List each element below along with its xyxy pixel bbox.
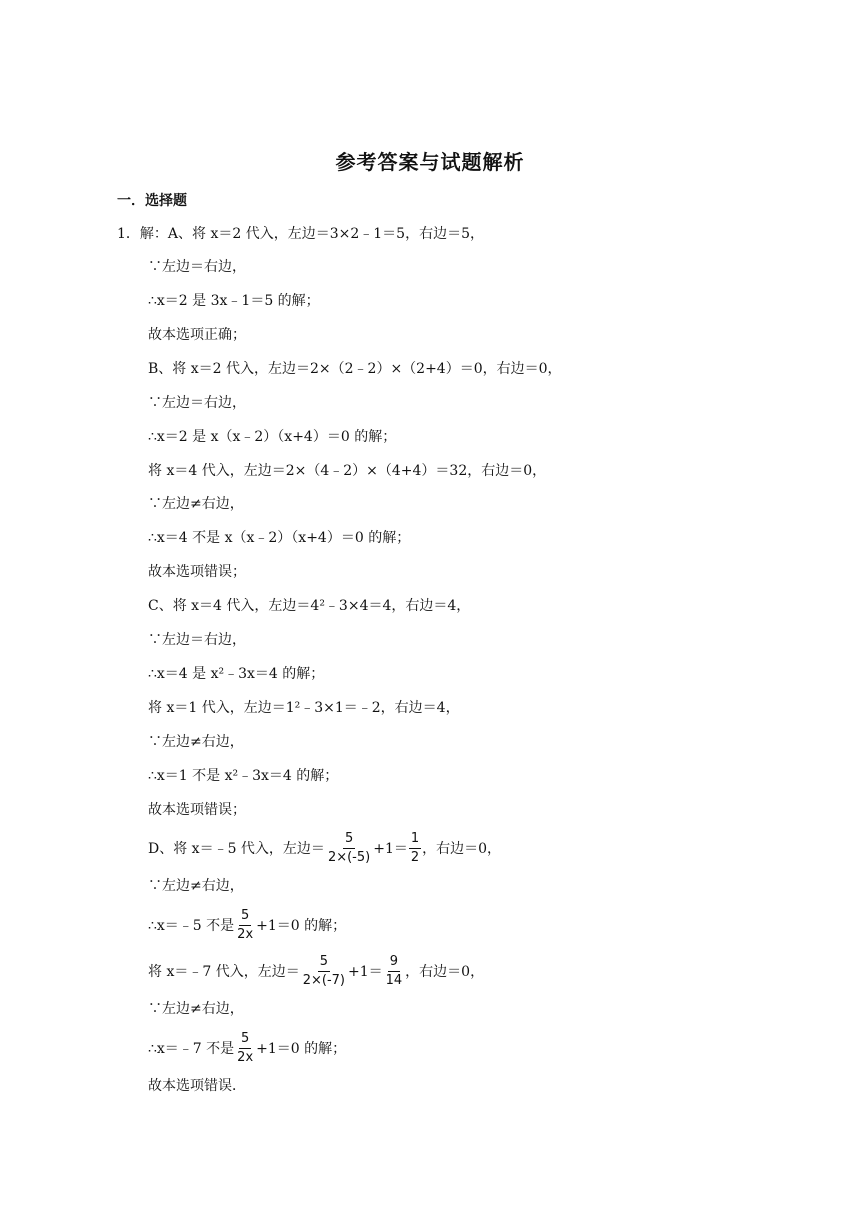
- fraction-numerator: 5: [239, 1031, 251, 1049]
- right-side-text: ，右边＝0，: [405, 964, 485, 980]
- plus-one-equals: +1＝: [373, 841, 408, 857]
- conclusion-prefix: ∴x＝﹣5 不是: [148, 918, 235, 934]
- solution-line: ∴x＝4 不是 x（x﹣2）（x+4）＝0 的解；: [148, 530, 411, 546]
- fraction-1-over-2: [409, 831, 421, 866]
- solution-line: 1．解：A、将 x＝2 代入，左边＝3×2﹣1＝5，右边＝5，: [117, 226, 484, 242]
- fraction-denominator: 2: [410, 849, 420, 865]
- solution-line: ∵左边＝右边，: [148, 632, 246, 648]
- conclusion-prefix: ∴x＝﹣7 不是: [148, 1041, 235, 1057]
- fraction-numerator: 5: [239, 908, 251, 926]
- plus-one-equals: +1＝: [347, 964, 383, 980]
- fraction-5-over-2x: [235, 1031, 255, 1066]
- solution-line: ∵左边≠右边，: [148, 1001, 244, 1017]
- solution-line: 将 x＝1 代入，左边＝1²﹣3×1＝﹣2，右边＝4，: [148, 700, 460, 716]
- fraction-5-over-2x-neg5: [326, 831, 372, 866]
- option-d-conclusion-1: [148, 903, 346, 947]
- solution-line: ∵左边≠右边，: [148, 734, 244, 750]
- solution-line: ∵左边≠右边，: [148, 878, 244, 894]
- option-d-conclusion-2: [148, 1026, 346, 1070]
- fraction-denominator: 2×(-7): [302, 972, 345, 988]
- conclusion-suffix: +1＝0 的解；: [256, 918, 347, 934]
- fraction-numerator: 5: [343, 831, 355, 849]
- substitute-prefix: 将 x＝﹣7 代入，左边＝: [148, 964, 300, 980]
- page-title: 参考答案与试题解析: [335, 150, 525, 174]
- solution-line: 故本选项正确；: [148, 327, 246, 343]
- solution-line: B、将 x＝2 代入，左边＝2×（2﹣2）×（2+4）＝0，右边＝0，: [148, 361, 562, 377]
- option-d-prefix: D、将 x＝﹣5 代入，左边＝: [148, 841, 325, 857]
- solution-line: ∴x＝4 是 x²﹣3x＝4 的解；: [148, 666, 325, 682]
- fraction-denominator: 14: [385, 972, 403, 988]
- solution-line: ∴x＝2 是 3x﹣1＝5 的解；: [148, 293, 320, 309]
- solution-line: C、将 x＝4 代入，左边＝4²﹣3×4＝4，右边＝4，: [148, 598, 471, 614]
- fraction-denominator: 2×(-5): [327, 849, 371, 865]
- solution-line: ∴x＝2 是 x（x﹣2）（x+4）＝0 的解；: [148, 429, 397, 445]
- solution-line: ∵左边＝右边，: [148, 259, 246, 275]
- fraction-5-over-2x-neg7: [301, 954, 347, 989]
- right-side-text: ，右边＝0，: [422, 841, 502, 857]
- solution-line: ∴x＝1 不是 x²﹣3x＝4 的解；: [148, 768, 339, 784]
- option-d-line: [148, 826, 501, 870]
- fraction-denominator: 2x: [237, 926, 254, 942]
- fraction-numerator: 1: [409, 831, 421, 849]
- conclusion-suffix: +1＝0 的解；: [256, 1041, 347, 1057]
- solution-line: 故本选项错误；: [148, 564, 246, 580]
- solution-line: 故本选项错误．: [148, 1078, 246, 1094]
- solution-line: ∵左边≠右边，: [148, 496, 244, 512]
- fraction-9-over-14: [384, 954, 405, 989]
- solution-line: 将 x＝4 代入，左边＝2×（4﹣2）×（4+4）＝32，右边＝0，: [148, 463, 547, 479]
- fraction-5-over-2x: [235, 908, 255, 943]
- option-d-line-2: [148, 949, 484, 993]
- fraction-numerator: 9: [388, 954, 400, 972]
- solution-line: ∵左边＝右边，: [148, 395, 246, 411]
- fraction-numerator: 5: [318, 954, 330, 972]
- fraction-denominator: 2x: [237, 1049, 254, 1065]
- section-heading: 一．选择题: [117, 193, 187, 209]
- solution-line: 故本选项错误；: [148, 802, 246, 818]
